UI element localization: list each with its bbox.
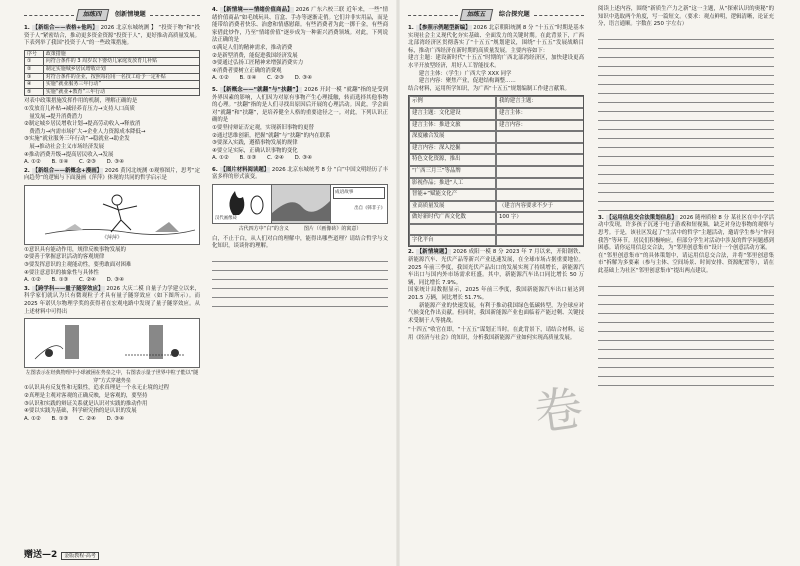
- option-line: ④要立足实际，正确认识事物的变化: [212, 147, 298, 154]
- answer-line: [598, 323, 774, 332]
- answer-line: [598, 377, 774, 386]
- option-line: ①要坚持辩证否定观，实现新旧事物的更替: [212, 124, 314, 131]
- answer-line: [598, 278, 774, 287]
- question-source: 2026 大庆二模: [106, 285, 144, 292]
- answer-line: [598, 112, 774, 121]
- answer-line: [212, 271, 388, 280]
- question-8: [408, 249, 584, 287]
- section-tag: 加练五: [460, 9, 493, 21]
- answer-line: [598, 49, 774, 58]
- suggestion-answer-grid[interactable]: [408, 95, 584, 247]
- option-line: ①发放育儿补贴→减轻养育压力→支持人口高质: [24, 105, 135, 112]
- answer-line: [598, 121, 774, 130]
- material-text: 新能源产业的快速发展，有利于推动我国绿色低碳转型，为全球应对气候变化作出贡献。但同时，我国新能源产业也面临着产能过剩、关键技术受制于人等挑战。: [408, 302, 584, 324]
- question-type: 【运用信息交合法策划信息】: [606, 214, 677, 221]
- question-number: 3.: [598, 214, 604, 221]
- footer-label: 赠送—2: [24, 550, 58, 560]
- answer-choices: A. ①② B. ①③ C. ②④ D. ③④: [212, 155, 312, 162]
- image-panel-1: [213, 185, 272, 223]
- question-type: 【新情境——情绪价值商品】: [220, 7, 293, 13]
- question-text: “就翻”指的是受到外界因素的影响，人们因为对原有事物产生心理抵触，转而选择其他事物的心理。“扶翻”指的是人们寻找出原因后开展的心理活动。因此，学会面对“就翻”和“扶翻”，是培养健全人格的重要途径之一。对此，下列认识正确的是: [212, 86, 388, 124]
- question-source: 2026 北京东城统测: [100, 25, 150, 31]
- question-number: 5.: [212, 86, 218, 93]
- option-line: ②通过思维创新，把握“就翻”与“扶翻”的内在联系: [212, 132, 331, 139]
- option-line: ③要通过弘扬工匠精神来增强消费实力: [212, 60, 304, 67]
- grid-cell: 建言内容：深入挖掘: [409, 143, 496, 155]
- banner-rule: [534, 15, 584, 16]
- grid-cell: 建言主题：文化建设: [409, 108, 496, 120]
- material-text: 国家统计局数据显示，2025 年前三季度，我国新能源汽车出口量达到 201.5 万辆，同比增长 51.7%。: [408, 287, 584, 302]
- comic-caption: 《萍萍》: [101, 235, 122, 242]
- grid-cell: [496, 224, 583, 235]
- column-3: [408, 6, 584, 343]
- answer-line: [598, 184, 774, 193]
- image-strip: [212, 184, 388, 224]
- question-text: “十五五”时期是基本实现社会主义现代化夯实基础、全面发力的关键时期。在此背景下，广西北部湾经济区贯彻落实了“十五五”规划建议，围绕“十五五”发展战略目标，推动广西经济在新时期的高质量发展。主要内容如下：: [408, 25, 584, 54]
- answer-line: [212, 289, 388, 298]
- answer-line: [598, 314, 774, 323]
- comic-figure: [24, 185, 200, 245]
- answer-line: [598, 157, 774, 166]
- question-type: 【参照示例题型新编】: [416, 25, 471, 31]
- answer-choices: A. ①② B. ①③ C. ②④ D. ③④: [24, 415, 124, 422]
- answer-line: [598, 40, 774, 49]
- option-line: 展→推动社会主义市场经济发展: [24, 143, 104, 150]
- tunneling-illustration: [25, 319, 201, 367]
- section-banner-4: [24, 8, 200, 22]
- footer-tag: 金版教程·高考: [61, 552, 99, 560]
- answer-line: [598, 94, 774, 103]
- material-text: 建言主体：（学生）广西大学 XXX 同学: [408, 70, 512, 77]
- banner-rule: [24, 15, 74, 16]
- grid-cell[interactable]: （建言内容要求不少于: [496, 201, 583, 213]
- question-text: 于人”的一些政策措施。: [75, 40, 133, 47]
- question-text: “投资于物”和“投资于人”紧密结合，推动更多资金资源: [24, 25, 201, 39]
- answer-choices: A. ①② B. ①③ C. ②④ D. ③④: [24, 277, 124, 284]
- answer-line: [598, 359, 774, 368]
- section-tag: 加练四: [76, 9, 109, 21]
- page-fold: [396, 0, 400, 566]
- answer-line: [598, 350, 774, 359]
- answer-line: [598, 85, 774, 94]
- question-points: 8 分: [522, 25, 534, 31]
- option-line: ④要注意意识的抽象性与具体性: [24, 269, 99, 276]
- answer-line: [598, 368, 774, 377]
- answer-line: [598, 139, 774, 148]
- grid-cell[interactable]: [496, 154, 583, 166]
- column-4: [598, 6, 774, 386]
- question-5: [212, 87, 388, 125]
- grid-cell: 建言主体：推进文旅: [409, 120, 496, 132]
- section-title: 综合探究题: [498, 11, 530, 19]
- section-title: 创新情境题: [114, 11, 146, 19]
- question-4: [212, 7, 388, 45]
- grid-cell[interactable]: [496, 235, 583, 247]
- question-6: [212, 167, 388, 182]
- option-line: ②是新型消费，能促进我国经济发展: [212, 52, 298, 59]
- question-source: 2026 随州质检: [679, 214, 717, 221]
- question-source: 2026 黄冈北统测: [104, 167, 148, 174]
- option-line: ④消费者要树立正确的消费观: [212, 67, 282, 74]
- question-number: 2.: [408, 249, 414, 256]
- answer-line: [598, 58, 774, 67]
- answer-area[interactable]: [598, 278, 774, 386]
- answer-choices: A. ①② B. ①④ C. ②③ D. ③④: [24, 159, 124, 166]
- grid-cell: 业高质量发展: [409, 201, 496, 213]
- question-text: “白”中国文明经历了丰富多样的形式演变。: [212, 166, 389, 181]
- answer-line: [598, 202, 774, 211]
- figure-caption: 左图表示在经典物理中小球被困在势垒之中，右图表示量子世界中粒子能以“隧穿”方式穿越势垒: [25, 370, 199, 384]
- question-points: 8 分: [321, 166, 333, 173]
- banner-rule: [408, 15, 458, 16]
- answer-line: [598, 76, 774, 85]
- option-line: ①满足人们的精神需求，推动消费: [212, 44, 293, 51]
- question-text: 2023 年 7 月以来，开阳钢铁、新能源汽车、光伏产品等新兴产业迅速发展，在全球市场占据重要地位。2025 年前三季度，我国光伏产品出口的发展实现了持续增长，新能源汽车出口与国内外市场需求旺盛。其中，新能源汽车出口同比增长 50 万辆，同比增长 7.9%。: [408, 249, 585, 286]
- column-1: [24, 6, 200, 423]
- page-footer: [24, 547, 99, 560]
- question-source: 2026 广东六校三联: [295, 7, 345, 13]
- grid-cell: 影视作品；推进“人工: [409, 178, 496, 190]
- grid-cell[interactable]: 建言主体：: [496, 108, 583, 120]
- banner-rule: [150, 15, 200, 16]
- table-row: ② 制定实施城乡居民增收计划: [25, 65, 200, 73]
- option-line: ②真理是主观对客观的正确反映，是客观的，要坚持: [24, 393, 148, 399]
- answer-line: [598, 130, 774, 139]
- option-line: ③要深入实践，遵循事物发展的规律: [212, 140, 298, 147]
- section-banner-5: [408, 8, 584, 22]
- table-row: ⑤ 实施“就业+教育”三年行动: [25, 88, 200, 96]
- question-3: [24, 286, 200, 316]
- grid-cell: 字化平台: [409, 235, 496, 247]
- option-line: ③认识和实践的辩证关系就是认识对实践的推动作用: [24, 400, 148, 407]
- question-prompt: 在“邻里创意集市”的具体策划中，请运用信息交合法，并将“邻里创意集市”拆解为多要素（参与主体、空间场景、时间安排、资源配置等），请在此基础上为社区“邻里创意集市”提出两点建议。: [598, 252, 774, 274]
- answer-line: [598, 103, 774, 112]
- table-row: ④ 实施“就业服务三年行动”: [25, 81, 200, 89]
- question-prompt: “十四五”收官在即，“十五五”谋划正当时。在此背景下，请结合材料，运用《经济与社会》的知识，分析我国新能源产业如何实现高质量发展。: [408, 327, 584, 341]
- panel-note: 出自《韩非子》: [354, 205, 385, 211]
- grid-cell: 示例: [409, 96, 496, 108]
- tunneling-figure: [24, 318, 200, 368]
- question-text: “投资于人”，更好推动高质量发展。下表列举了我国“投资: [24, 32, 201, 47]
- figure-caption: 古代四方中“白”的含义 图片（《画像砖》的寓意）: [238, 226, 362, 233]
- question-type: 【新情境题】: [416, 249, 451, 256]
- question-number: 3.: [24, 285, 30, 292]
- question-source: 2026 北京朝阳统测: [473, 25, 522, 31]
- question-stem: 对表中政策措施发挥作用的机制，理解正确的是: [24, 98, 138, 105]
- option-line: ③实施“就业服务三年行动”→稳就业→助企发: [24, 136, 130, 143]
- table-row: ① 向符合条件的 3 周岁以下婴幼儿家庭发放育儿补贴: [25, 58, 200, 66]
- option-line: 费潜力→内需市场扩大→企业人力资源成本降低→: [24, 128, 146, 135]
- question-type: 【跨学科——量子隧穿效应】: [32, 285, 104, 292]
- image-panel-2: [272, 185, 331, 223]
- answer-line: [212, 262, 388, 271]
- answer-line: [598, 332, 774, 341]
- question-1: [24, 25, 200, 48]
- grid-cell: 深度融合发展: [409, 131, 496, 143]
- answer-line: [598, 148, 774, 157]
- grid-cell: 智能+”赋能文化产: [409, 189, 496, 201]
- answer-line: [598, 193, 774, 202]
- option-line: ②制定城乡居民增收计划→提高劳动收入→释放消: [24, 121, 141, 128]
- question-type: 【新组合——表格+他吗】: [32, 25, 98, 31]
- material-text: 建言主题：建设新时代“十五五”时期的广西北部湾经济区，加快建设更高水平开放型经济，用好人工智能技术。: [408, 55, 584, 69]
- answer-line: [598, 67, 774, 76]
- option-line: ④要以实践为基础，科学研究指的是认识的发展: [24, 408, 137, 415]
- grid-cell[interactable]: 建言内容：: [496, 120, 583, 132]
- question-points: 】: [151, 25, 157, 31]
- question-number: 4.: [212, 7, 218, 13]
- option-line: ①认识具有反复性和无限性，追求真理是一个永无止境的过程: [24, 385, 169, 392]
- grid-cell[interactable]: 我的建言主题：: [496, 96, 583, 108]
- option-line: 量发展→提升消费潜力: [24, 113, 83, 120]
- question-text: 近年来，一些“情绪价值商品”如毛绒玩具、盲盒、手办等逐渐走俏。它们并非实用品，而是能带给消费者快乐、治愈和情感慰藉。有些消费者为此一掷千金，有些商家借此炒作，乃至“情绪价值”逐步成为一种新兴消费领域。对此，下列说法正确的是: [212, 7, 388, 44]
- grid-cell: 100 字）: [496, 212, 583, 224]
- question-type: 【新组合——新概念+漫画】: [32, 167, 103, 174]
- grid-cell[interactable]: [496, 166, 583, 178]
- answer-line: [212, 298, 388, 307]
- answer-line: [598, 287, 774, 296]
- question-points: 8 分: [492, 249, 504, 256]
- question-number: 1.: [24, 25, 30, 31]
- grid-cell[interactable]: [496, 189, 583, 201]
- panel-label: 汉代画像砖: [215, 216, 237, 222]
- question-7: [408, 25, 584, 55]
- option-line: ①意识具有能动作用，规律反映事物发展的: [24, 246, 126, 253]
- question-source: 2026 成阳一模: [453, 249, 491, 256]
- material-text: 建言内容：聚焦产业，促进结构调整……: [408, 78, 516, 85]
- answer-line: [598, 296, 774, 305]
- answer-line: [598, 175, 774, 184]
- grid-cell[interactable]: [496, 143, 583, 155]
- table-header: 序号: [25, 50, 44, 58]
- question-text: 某社区在中小学活动中发现，许多孩子沉迷于电子游戏和短视频，缺乏对身边事物的观察与思考。于是，该社区发起了“生活中的哲学”主题活动，邀请学生参与“你问我答”等环节。居民们积极响应，但部分学生对活动中涉及的哲学问题感到困惑。请你运用信息交合法，为“邻里创意集市”设计一个创意活动方案。: [598, 214, 774, 252]
- answer-area[interactable]: [212, 253, 388, 307]
- column-2: [212, 6, 388, 307]
- answer-area[interactable]: [598, 31, 774, 211]
- grid-cell: [409, 224, 496, 235]
- question-number: 6.: [212, 166, 218, 173]
- option-line: ②要善于掌握意识活动的客观规律: [24, 254, 105, 261]
- watermark-stamp: 卷: [530, 379, 587, 443]
- answer-line: [598, 31, 774, 40]
- answer-line: [598, 305, 774, 314]
- policy-table: [24, 50, 200, 97]
- table-header: 政策措施: [43, 50, 199, 58]
- image-panel-3: [331, 185, 387, 223]
- option-line: ③要发挥意识的主观能动性，要勇敢面对困难: [24, 262, 132, 269]
- question-2: [24, 168, 200, 183]
- question-type: 【图片材料阅读题】: [220, 166, 270, 173]
- question-number: 1.: [408, 25, 414, 31]
- panel-label: 成语故事: [333, 187, 385, 199]
- grid-cell: “广西三月三”等品牌: [409, 166, 496, 178]
- answer-choices: A. ①② B. ①④ C. ②③ D. ③④: [212, 75, 312, 82]
- question-prompt: 阅读上述内容，围绕“新质生产力之新”这一主题，从“探索认识的奥秘”的知识中选取两个角度，写一篇短文。（要求：观点鲜明，逻辑清晰，论证充分，语言通顺。字数在 250 字左右）: [598, 6, 774, 28]
- answer-line: [598, 341, 774, 350]
- question-prompt: 白，不止于白，从人们对白的理解中，能得出哪些道理？请结合哲学与文化知识，谈谈你的理解。: [212, 235, 388, 250]
- question-text: 自量子力学建立以来，科学家们就认为只有微观粒子才具有量子隧穿效应（如下图所示）。而 2025 年诺贝尔物理学奖的获得者在宏观电路中发现了量子隧穿效应。从上述材料中可得出: [24, 285, 201, 315]
- table-row: ③ 对符合条件的企业，按照每招用一名技工给予一定补贴: [25, 73, 200, 81]
- question-prompt: 结合材料，运用所学知识，为广西“十五五”规划编制工作建言献策。: [408, 85, 570, 92]
- answer-line: [212, 253, 388, 262]
- question-number: 2.: [24, 167, 30, 174]
- answer-line: [212, 280, 388, 289]
- landscape-icon: [272, 185, 330, 221]
- grid-cell[interactable]: [496, 178, 583, 190]
- question-text: ①观察图片，思考“定向趋势”的逻辑与下面漫画《萍萍》体现的共同的哲学启示是: [24, 167, 201, 182]
- grid-cell: 做好新时代广西文化数: [409, 212, 496, 224]
- question-points: 8 分: [718, 214, 729, 221]
- grid-cell[interactable]: [496, 131, 583, 143]
- question-9: [598, 215, 774, 253]
- question-source: 2026 北京东城统考: [271, 166, 320, 173]
- question-type: 【新概念——“就翻”与“扶翻”】: [220, 86, 302, 93]
- option-line: ④推动消费升级→提高居民收入→发展: [24, 151, 114, 158]
- question-source: 2026 开封一模: [304, 86, 342, 93]
- grid-cell: 特色文化资源，推出: [409, 154, 496, 166]
- answer-line: [598, 166, 774, 175]
